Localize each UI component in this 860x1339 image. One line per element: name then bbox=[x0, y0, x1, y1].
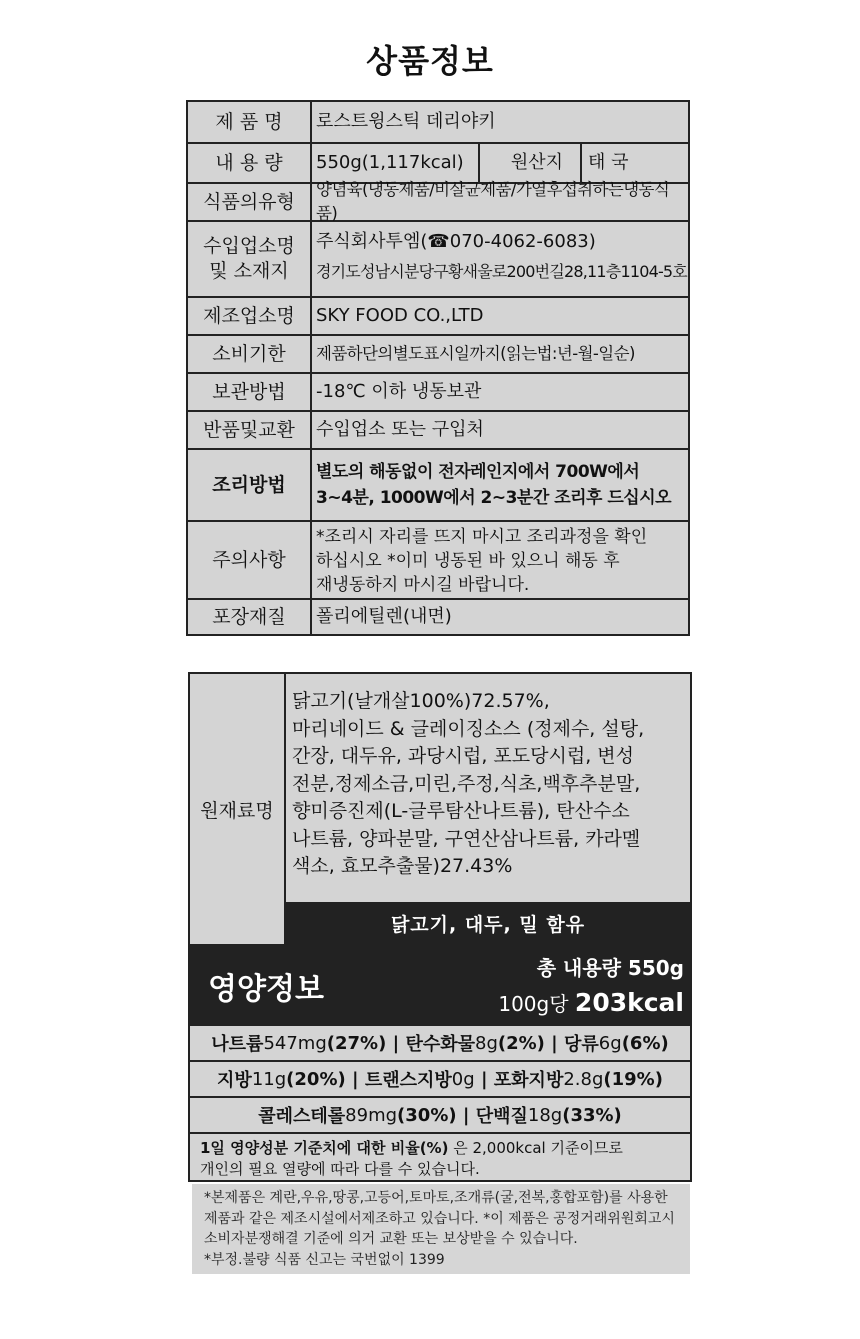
origin-value: 태 국 bbox=[588, 152, 629, 173]
sodium-pct: (27%) bbox=[326, 1032, 387, 1054]
protein-pct: (33%) bbox=[562, 1104, 622, 1126]
ingredients-label: 원재료명 bbox=[190, 674, 286, 944]
caution-line: 하십시오 *이미 냉동된 바 있으니 해동 후 bbox=[316, 551, 620, 571]
importer-label-line2: 및 소재지 bbox=[209, 260, 289, 282]
importer-label bbox=[188, 222, 312, 296]
importer-label-line1: 수입업소명 bbox=[203, 235, 295, 257]
product-info-table bbox=[186, 100, 690, 636]
carb-amount: 8g bbox=[475, 1032, 498, 1054]
sodium-amount: 547mg bbox=[263, 1032, 327, 1054]
separator: | bbox=[474, 1068, 494, 1090]
fat-amount: 11g bbox=[251, 1068, 287, 1090]
sat-label: 포화지방 bbox=[493, 1070, 564, 1091]
packaging-label: 포장재질 bbox=[188, 600, 312, 634]
ingredients-nutrition-table bbox=[188, 672, 692, 1182]
row-cooking bbox=[188, 450, 688, 522]
separator: | bbox=[386, 1032, 406, 1054]
chol-pct: (30%) bbox=[397, 1104, 457, 1126]
trans-amount: 0g bbox=[451, 1068, 475, 1090]
page-title: 상품정보 bbox=[366, 42, 494, 80]
sat-pct: (19%) bbox=[603, 1068, 663, 1090]
sugar-pct: (6%) bbox=[621, 1032, 669, 1054]
product-name-value: 로스트윙스틱 데리야키 bbox=[316, 111, 496, 132]
ingredient-line: 전분,정제소금,미린,주정,식초,백후추분말, bbox=[292, 772, 641, 795]
content-value: 550g(1,117kcal) bbox=[316, 152, 464, 173]
sugar-amount: 6g bbox=[598, 1032, 622, 1054]
divider bbox=[478, 144, 480, 182]
nutrition-row-2 bbox=[190, 1060, 690, 1096]
return-label: 반품및교환 bbox=[188, 412, 312, 448]
return-value: 수입업소 또는 구입처 bbox=[316, 419, 484, 440]
caution-label: 주의사항 bbox=[188, 522, 312, 598]
nutrition-total: 총 내용량 550g bbox=[536, 956, 684, 980]
notice-line: 소비자분쟁해결 기준에 의거 교환 또는 보상받을 수 있습니다. bbox=[204, 1231, 578, 1247]
storage-value: -18℃ 이하 냉동보관 bbox=[316, 381, 482, 402]
food-type-label: 식품의유형 bbox=[188, 184, 312, 220]
sat-amount: 2.8g bbox=[563, 1068, 604, 1090]
row-product-name bbox=[188, 102, 688, 144]
protein-label: 단백질 bbox=[475, 1106, 528, 1127]
ingredient-line: 색소, 효모추출물)27.43% bbox=[292, 855, 513, 877]
footnote-line2: 개인의 필요 열량에 따라 다를 수 있습니다. bbox=[200, 1160, 480, 1178]
allergy-banner: 닭고기, 대두, 밀 함유 bbox=[286, 902, 690, 944]
product-name-label: 제 품 명 bbox=[188, 102, 312, 142]
ingredients-value bbox=[292, 688, 686, 881]
nutrition-row-3 bbox=[190, 1096, 690, 1132]
row-importer bbox=[188, 222, 688, 298]
nutrition-kcal bbox=[498, 988, 684, 1017]
importer-name: 주식회사투엠(☎070-4062-6083) bbox=[316, 231, 596, 252]
cooking-line: 별도의 해동없이 전자레인지에서 700W에서 bbox=[316, 462, 640, 482]
cooking-line: 3~4분, 1000W에서 2~3분간 조리후 드십시오 bbox=[316, 488, 672, 508]
nutrition-title: 영양정보 bbox=[208, 972, 324, 1007]
carb-label: 탄수화물 bbox=[405, 1034, 475, 1055]
nutrition-footnote bbox=[190, 1132, 690, 1182]
separator: | bbox=[456, 1104, 476, 1126]
origin-label: 원산지 bbox=[510, 152, 564, 173]
content-label: 내 용 량 bbox=[188, 144, 312, 182]
manufacturer-label: 제조업소명 bbox=[188, 298, 312, 334]
fat-pct: (20%) bbox=[286, 1068, 346, 1090]
expiry-value: 제품하단의별도표시일까지(읽는법:년-월-일순) bbox=[316, 344, 635, 363]
ingredient-line: 마리네이드 & 글레이징소스 (정제수, 설탕, bbox=[292, 717, 645, 740]
row-caution bbox=[188, 522, 688, 600]
row-storage bbox=[188, 374, 688, 412]
cooking-value bbox=[316, 450, 684, 529]
caution-value bbox=[316, 522, 684, 601]
ingredient-line: 간장, 대두유, 과당시럽, 포도당시럽, 변성 bbox=[292, 745, 634, 767]
ingredient-line: 닭고기(날개살100%)72.57%, bbox=[292, 690, 550, 712]
row-food-type bbox=[188, 180, 688, 223]
sodium-label: 나트륨 bbox=[211, 1034, 264, 1055]
sugar-label: 당류 bbox=[564, 1034, 599, 1055]
notice-line: *본제품은 계란,우유,땅콩,고등어,토마토,조개류(굴,전복,홍합포함)를 사용한 bbox=[204, 1190, 668, 1206]
food-type-value: 양념육(냉동제품/비살균제품/가열후섭취하는냉동식품) bbox=[316, 180, 670, 223]
allergen-notice bbox=[192, 1184, 690, 1274]
footnote-rest: 은 2,000kcal 기준이므로 bbox=[448, 1139, 623, 1157]
packaging-value: 폴리에틸렌(내면) bbox=[316, 606, 452, 627]
separator: | bbox=[345, 1068, 365, 1090]
separator: | bbox=[544, 1032, 565, 1054]
per-prefix: 100g당 bbox=[498, 992, 569, 1016]
manufacturer-value: SKY FOOD CO.,LTD bbox=[316, 305, 484, 326]
row-return bbox=[188, 412, 688, 450]
carb-pct: (2%) bbox=[497, 1032, 545, 1054]
importer-value bbox=[316, 222, 687, 304]
nutrition-header bbox=[190, 944, 690, 1024]
notice-line: 제품과 같은 제조시설에서제조하고 있습니다. *이 제품은 공정거래위원회고시 bbox=[204, 1210, 675, 1227]
fat-label: 지방 bbox=[217, 1070, 252, 1091]
ingredient-line: 나트륨, 양파분말, 구연산삼나트륨, 카라멜 bbox=[292, 827, 641, 850]
row-expiry bbox=[188, 336, 688, 374]
expiry-label: 소비기한 bbox=[188, 336, 312, 372]
notice-line: *부정.불량 식품 신고는 국번없이 1399 bbox=[204, 1251, 445, 1268]
cooking-label: 조리방법 bbox=[188, 450, 312, 520]
kcal-value: 203kcal bbox=[574, 988, 684, 1017]
protein-amount: 18g bbox=[527, 1104, 563, 1126]
importer-address: 경기도성남시분당구황새울로200번길28,11층1104-5호 bbox=[316, 262, 687, 281]
caution-line: *조리시 자리를 뜨지 마시고 조리과정을 확인 bbox=[316, 527, 648, 547]
storage-label: 보관방법 bbox=[188, 374, 312, 410]
ingredient-line: 향미증진제(L-글루탐산나트륨), 탄산수소 bbox=[292, 800, 630, 822]
nutrition-row-1 bbox=[190, 1024, 690, 1060]
chol-label: 콜레스테롤 bbox=[258, 1106, 346, 1127]
divider bbox=[580, 144, 582, 182]
row-manufacturer bbox=[188, 298, 688, 336]
footnote-bold: 1일 영양성분 기준치에 대한 비율(%) bbox=[200, 1139, 449, 1157]
caution-line: 재냉동하지 마시길 바랍니다. bbox=[316, 575, 530, 595]
row-packaging bbox=[188, 600, 688, 634]
chol-amount: 89mg bbox=[345, 1104, 398, 1126]
trans-label: 트랜스지방 bbox=[364, 1070, 452, 1091]
